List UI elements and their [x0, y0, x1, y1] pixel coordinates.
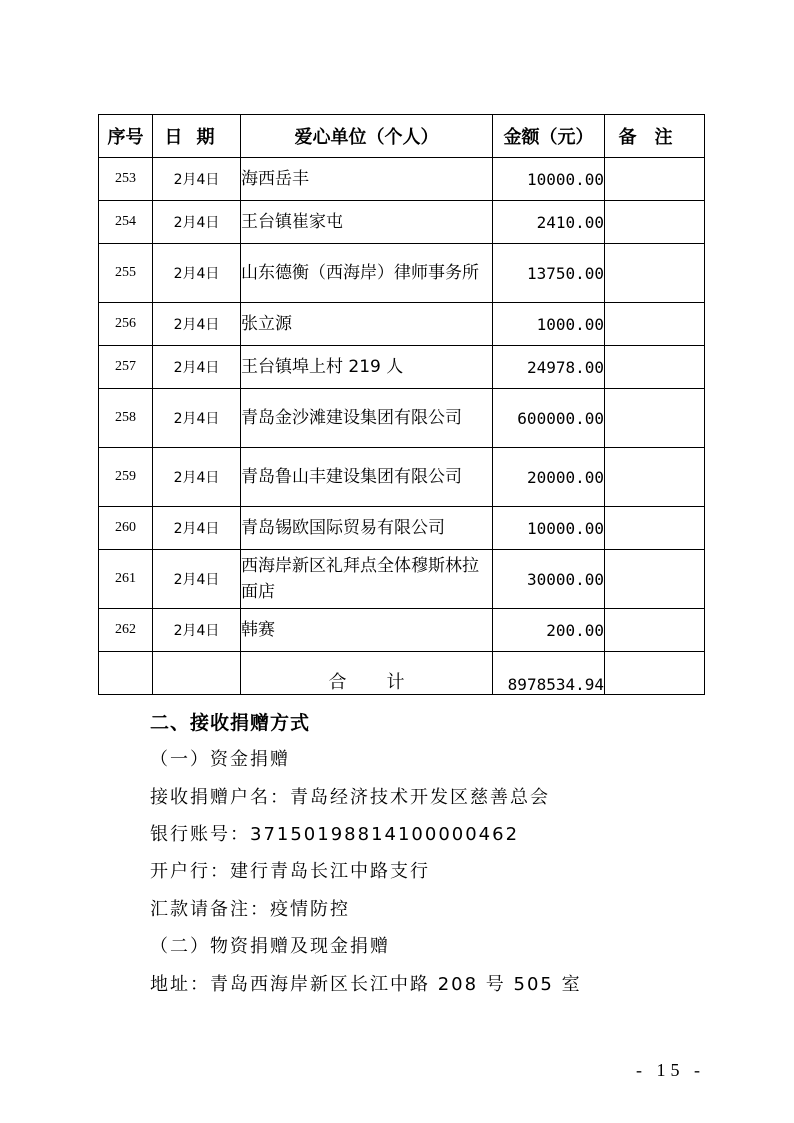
row-index: 258: [99, 389, 153, 448]
row-note: [605, 158, 705, 201]
row-index: 255: [99, 244, 153, 303]
row-amount: 20000.00: [493, 448, 605, 507]
table-row: [99, 609, 705, 652]
row-amount: 30000.00: [493, 550, 605, 609]
account-number: 银行账号：37150198814100000462: [150, 824, 520, 845]
remittance-remark: 汇款请备注：疫情防控: [150, 899, 350, 920]
row-index: 262: [99, 609, 153, 652]
donation-table: [98, 114, 705, 695]
row-donor: 青岛锡欧国际贸易有限公司: [241, 507, 493, 550]
address: 地址：青岛西海岸新区长江中路 208 号 505 室: [150, 974, 582, 995]
row-date: 2月4日: [153, 158, 241, 201]
table-row: [99, 201, 705, 244]
table-row: [99, 303, 705, 346]
row-amount: 600000.00: [493, 389, 605, 448]
row-note: [605, 201, 705, 244]
row-note: [605, 507, 705, 550]
row-amount: 10000.00: [493, 158, 605, 201]
row-date: 2月4日: [153, 507, 241, 550]
table-row: [99, 158, 705, 201]
account-name: 接收捐赠户名：青岛经济技术开发区慈善总会: [150, 787, 550, 808]
total-empty-note: [605, 652, 705, 695]
header-index: 序号: [99, 115, 153, 158]
row-date: 2月4日: [153, 550, 241, 609]
total-row: [99, 652, 705, 695]
row-amount: 200.00: [493, 609, 605, 652]
row-date: 2月4日: [153, 389, 241, 448]
subsection-goods: （二）物资捐赠及现金捐赠: [150, 936, 390, 957]
total-amount: 8978534.94: [493, 652, 605, 695]
section-heading: 二、接收捐赠方式: [150, 712, 311, 734]
row-donor: 王台镇崔家屯: [241, 201, 493, 244]
header-date: 日期: [153, 115, 241, 158]
row-note: [605, 303, 705, 346]
row-date: 2月4日: [153, 346, 241, 389]
row-date: 2月4日: [153, 201, 241, 244]
row-donor: 韩赛: [241, 609, 493, 652]
row-amount: 24978.00: [493, 346, 605, 389]
row-donor: 青岛鲁山丰建设集团有限公司: [241, 448, 493, 507]
row-date: 2月4日: [153, 244, 241, 303]
row-amount: 1000.00: [493, 303, 605, 346]
row-amount: 13750.00: [493, 244, 605, 303]
row-donor: 西海岸新区礼拜点全体穆斯林拉面店: [241, 550, 493, 609]
row-note: [605, 609, 705, 652]
row-index: 256: [99, 303, 153, 346]
row-index: 260: [99, 507, 153, 550]
total-label: 合计: [241, 652, 493, 695]
row-amount: 10000.00: [493, 507, 605, 550]
bank-branch: 开户行：建行青岛长江中路支行: [150, 861, 430, 882]
header-donor: 爱心单位（个人）: [241, 115, 493, 158]
subsection-funds: （一）资金捐赠: [150, 749, 290, 770]
row-note: [605, 550, 705, 609]
total-empty-index: [99, 652, 153, 695]
row-note: [605, 389, 705, 448]
row-index: 257: [99, 346, 153, 389]
row-donor: 青岛金沙滩建设集团有限公司: [241, 389, 493, 448]
table-row: [99, 550, 705, 609]
row-index: 253: [99, 158, 153, 201]
table-row: [99, 448, 705, 507]
row-date: 2月4日: [153, 448, 241, 507]
row-donor: 山东德衡（西海岸）律师事务所: [241, 244, 493, 303]
table-row: [99, 389, 705, 448]
row-donor: 海西岳丰: [241, 158, 493, 201]
row-note: [605, 244, 705, 303]
row-donor: 张立源: [241, 303, 493, 346]
page-number: - 15 -: [636, 1060, 705, 1080]
table-row: [99, 244, 705, 303]
table-row: [99, 507, 705, 550]
table-header-row: [99, 115, 705, 158]
total-empty-date: [153, 652, 241, 695]
row-donor: 王台镇埠上村 219 人: [241, 346, 493, 389]
row-note: [605, 346, 705, 389]
row-date: 2月4日: [153, 303, 241, 346]
row-index: 261: [99, 550, 153, 609]
header-note: 备注: [605, 115, 705, 158]
row-index: 254: [99, 201, 153, 244]
table-row: [99, 346, 705, 389]
row-date: 2月4日: [153, 609, 241, 652]
row-index: 259: [99, 448, 153, 507]
header-amount: 金额（元）: [493, 115, 605, 158]
row-amount: 2410.00: [493, 201, 605, 244]
row-note: [605, 448, 705, 507]
